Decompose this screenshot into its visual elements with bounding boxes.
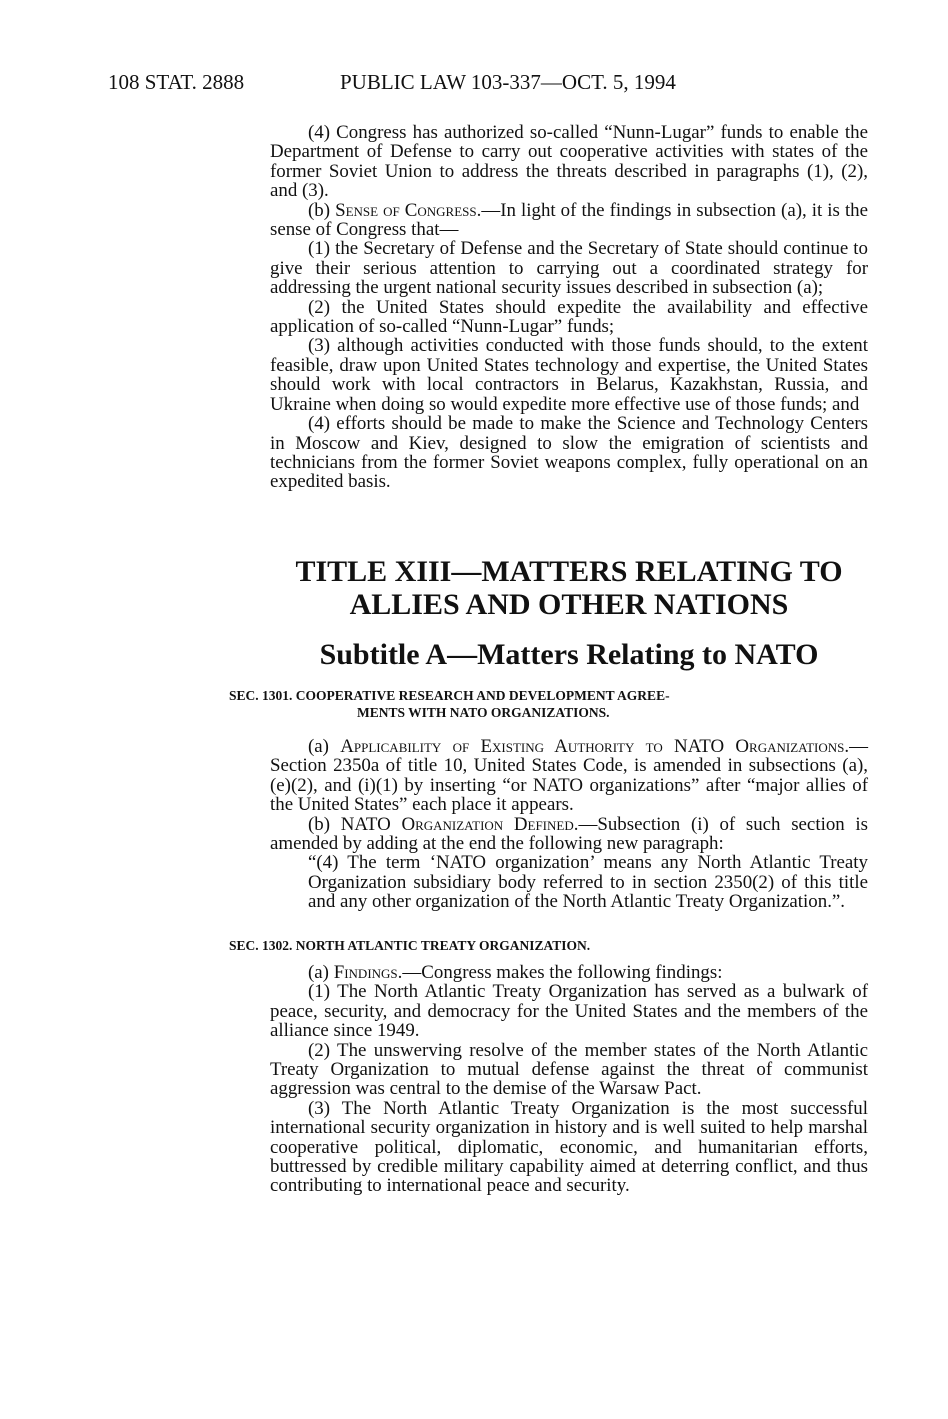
nato-finding-3: (3) The North Atlantic Treaty Organization is the most successful international security organization in history and is well suited to help marshal cooperative political, diplomatic, economic, and humanitarian efforts, buttressed by credible military capability aimed at deterring conflict, and thus contributing to international peace and security. [270,1097,868,1197]
subtitle-heading: Subtitle A—Matters Relating to NATO [319,638,819,671]
section-1301-subsection-b [270,815,868,854]
findings-and-sense-section [270,123,868,492]
nato-finding-1: (1) The North Atlantic Treaty Organization has served as a bulwark of peace, security, and democracy for the United States and the members of the alliance since 1949. [270,981,868,1042]
subsection-label: (a) [308,962,334,983]
sense-lead-text: .—In light of the findings in subsection (a), it is the sense of Congress that— [270,199,869,241]
public-law-citation: PUBLIC LAW 103-337—OCT. 5, 1994 [340,70,676,94]
subsection-label: (b) NATO [308,813,402,835]
subsection-heading: Applicability of Existing Authority to NATO Organizations [340,736,845,757]
sense-paragraph-3: (3) although activities conducted with those funds should, to the extent feasible, draw upon United States technology and expertise, the United States should work with local contractors in Belarus, Kazakhstan, Russia, and Ukraine when doing so would expedite more effective use of those funds; and [270,335,868,415]
sense-paragraph-4: (4) efforts should be made to make the Science and Technology Centers in Moscow and Kiev, designed to slow the emigration of scientists and technicians from the former Soviet weapons complex, fully operational on an expedited basis. [270,413,868,493]
statute-page-number: 108 STAT. 2888 [108,70,245,94]
section-1301-body [270,737,868,912]
section-1301-heading-line-2: MENTS WITH NATO ORGANIZATIONS. [357,705,610,720]
subsection-heading: Organization Defined [401,813,574,835]
sense-of-congress-lead [270,201,868,240]
subsection-text: .—Section 2350a of title 10, United States Code, is amended in subsections (a), (e)(2), and (i)(1) by inserting “or NATO organizations” after “major allies of the United States” each place it appears. [270,736,868,816]
title-heading [270,555,868,621]
sense-heading: Sense of Congress [335,199,477,221]
sense-paragraph-2: (2) the United States should expedite the availability and effective application of so-called “Nunn-Lugar” funds; [270,296,868,338]
title-line-1: TITLE XIII—MATTERS RELATING TO [295,555,843,588]
sense-label: (b) [308,199,336,221]
nato-finding-2: (2) The unswerving resolve of the member states of the North Atlantic Treaty Organization to mutual defense against the threat of communist aggression was central to the demise of the Warsaw Pact. [270,1039,868,1100]
finding-paragraph-4: (4) Congress has authorized so-called “Nunn-Lugar” funds to enable the Department of Defense to carry out cooperative activities with states of the former Soviet Union to address the threats described in paragraphs (1), (2), and (3). [270,122,868,202]
section-1302-heading-text: SEC. 1302. NORTH ATLANTIC TREATY ORGANIZATION. [229,938,591,953]
section-1301-subsection-a [270,737,868,815]
section-1302-heading [229,937,868,954]
section-1301-heading [229,687,868,721]
section-1301-heading-line-1: SEC. 1301. COOPERATIVE RESEARCH AND DEVELOPMENT AGREE- [229,688,670,703]
quoted-paragraph-4: “(4) The term ‘NATO organization’ means any North Atlantic Treaty Organization subsidiary body referred to in section 2350(2) of this title and any other organization of the North Atlantic Treaty Organization.”. [308,852,868,913]
subsection-text: .—Subsection (i) of such section is amended by adding at the end the following new paragraph: [270,813,868,855]
sense-paragraph-1: (1) the Secretary of Defense and the Secretary of State should continue to give their serious attention to carrying out a coordinated strategy for addressing the urgent national security issues described in subsection (a); [270,238,868,299]
section-1302-body [270,963,868,1196]
subsection-text: .—Congress makes the following findings: [397,962,723,983]
section-1302-subsection-a [270,963,868,982]
subsection-label: (a) [308,736,341,757]
subsection-heading: Findings [333,962,398,983]
title-line-2: ALLIES AND OTHER NATIONS [349,588,789,621]
running-head [108,70,868,100]
